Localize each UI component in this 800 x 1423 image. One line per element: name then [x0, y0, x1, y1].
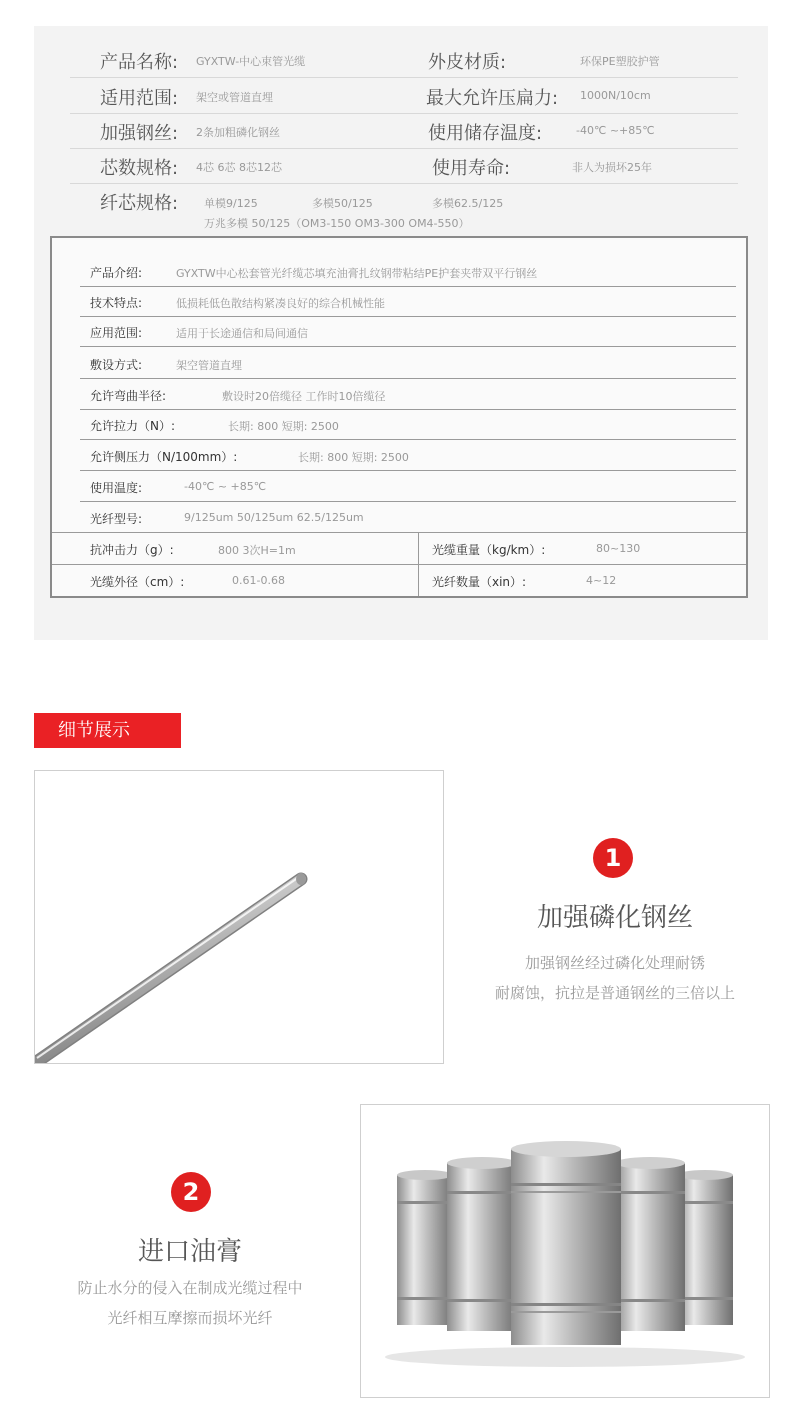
table-value: 4~12: [586, 574, 617, 587]
spec-label: 加强钢丝:: [100, 123, 179, 144]
section-title: 细节展示: [34, 713, 181, 748]
table-row: [80, 286, 736, 317]
feature-title: 加强磷化钢丝: [536, 903, 693, 933]
oil-drums-image: [360, 1104, 770, 1398]
table-value: 适用于长途通信和局间通信: [176, 327, 308, 340]
table-label: 产品介绍:: [90, 266, 143, 280]
table-value: GYXTW中心松套管光纤缆芯填充油膏扎纹钢带粘结PE护套夹带双平行钢丝: [176, 267, 538, 280]
table-value: -40℃ ~ +85℃: [184, 480, 267, 493]
table-value: 9/125um 50/125um 62.5/125um: [184, 511, 364, 524]
table-row: [80, 471, 736, 502]
table-label: 允许拉力（N）:: [90, 419, 176, 433]
feature-description: 耐腐蚀，抗拉是普通钢丝的三倍以上: [494, 984, 735, 1002]
spec-value: GYXTW-中心束管光缆: [196, 55, 306, 68]
table-label: 使用温度:: [90, 481, 143, 495]
spec-label: 适用范围:: [100, 88, 179, 109]
spec-label: 芯数规格:: [100, 158, 179, 179]
feature-description: 光纤相互摩擦而损坏光纤: [107, 1309, 273, 1327]
table-value: 低损耗低色散结构紧凑良好的综合机械性能: [176, 297, 385, 310]
spec-value: 2条加粗磷化钢丝: [196, 126, 280, 139]
table-label: 敷设方式:: [90, 358, 143, 372]
drum: [615, 1157, 685, 1331]
spec-row: [70, 115, 738, 149]
feature-title: 进口油膏: [137, 1237, 242, 1267]
drum: [677, 1170, 733, 1325]
spec-value: 4芯 6芯 8芯12芯: [196, 161, 282, 174]
table-label: 应用范围:: [90, 326, 143, 340]
feature-number-badge: 2: [171, 1172, 211, 1212]
table-value: 长期: 800 短期: 2500: [298, 451, 409, 464]
fiber-spec-label: 纤芯规格:: [100, 193, 179, 214]
table-label: 光纤型号:: [90, 512, 143, 526]
spec-label: 产品名称:: [100, 52, 179, 73]
spec-label: 使用寿命:: [432, 158, 511, 179]
feature-number-badge: 1: [593, 838, 633, 878]
table-row: [80, 379, 736, 410]
table-row: [52, 532, 746, 565]
table-row: [80, 409, 736, 440]
table-value: 敷设时20倍缆径 工作时10倍缆径: [222, 390, 386, 403]
spec-value: 1000N/10cm: [580, 89, 651, 102]
fiber-multi-mode-50: 多模50/125: [312, 197, 373, 210]
drum: [511, 1141, 621, 1345]
spec-label: 外皮材质:: [428, 52, 507, 73]
table-value: 80~130: [596, 542, 641, 555]
table-row: [80, 502, 736, 532]
drum: [447, 1157, 517, 1331]
table-value: 长期: 800 短期: 2500: [228, 420, 339, 433]
table-label: 光缆重量（kg/km）:: [432, 543, 546, 557]
table-label: 允许弯曲半径:: [90, 389, 167, 403]
spec-label: 使用储存温度:: [428, 123, 543, 144]
spec-row: [70, 80, 738, 114]
table-label: 光缆外径（cm）:: [90, 575, 185, 589]
spec-table: [50, 236, 748, 598]
table-row: [52, 564, 746, 597]
spec-value: 非人为损坏25年: [572, 161, 652, 174]
table-label: 抗冲击力（g）:: [90, 543, 174, 557]
table-row: [80, 256, 736, 287]
spec-value: -40℃ ~+85℃: [576, 124, 655, 137]
steel-wire-icon: [35, 771, 443, 1063]
table-value: 0.61-0.68: [232, 574, 285, 587]
fiber-single-mode: 单模9/125: [204, 197, 258, 210]
spec-row: [70, 44, 738, 78]
table-label: 技术特点:: [90, 296, 143, 310]
table-column-divider: [418, 532, 419, 596]
oil-drum-icon: [361, 1105, 769, 1397]
table-row: [80, 316, 736, 347]
table-value: 架空管道直埋: [176, 359, 242, 372]
spec-value: 架空或管道直埋: [196, 91, 273, 104]
table-row: [80, 440, 736, 471]
feature-description: 防止水分的侵入在制成光缆过程中: [77, 1279, 303, 1297]
spec-label: 最大允许压扁力:: [426, 88, 559, 109]
spec-value: 环保PE塑胶护管: [580, 55, 660, 68]
drum: [397, 1170, 453, 1325]
fiber-10g-multi-mode: 万兆多模 50/125（OM3-150 OM3-300 OM4-550）: [204, 217, 470, 230]
feature-description: 加强钢丝经过磷化处理耐锈: [524, 954, 705, 972]
table-value: 800 3次H=1m: [218, 544, 296, 557]
table-label: 光纤数量（xin）:: [432, 575, 527, 589]
steel-wire-image: [34, 770, 444, 1064]
spec-row: [70, 150, 738, 184]
fiber-multi-mode-62: 多模62.5/125: [432, 197, 504, 210]
table-label: 允许侧压力（N/100mm）:: [90, 450, 238, 464]
table-row: [80, 348, 736, 379]
